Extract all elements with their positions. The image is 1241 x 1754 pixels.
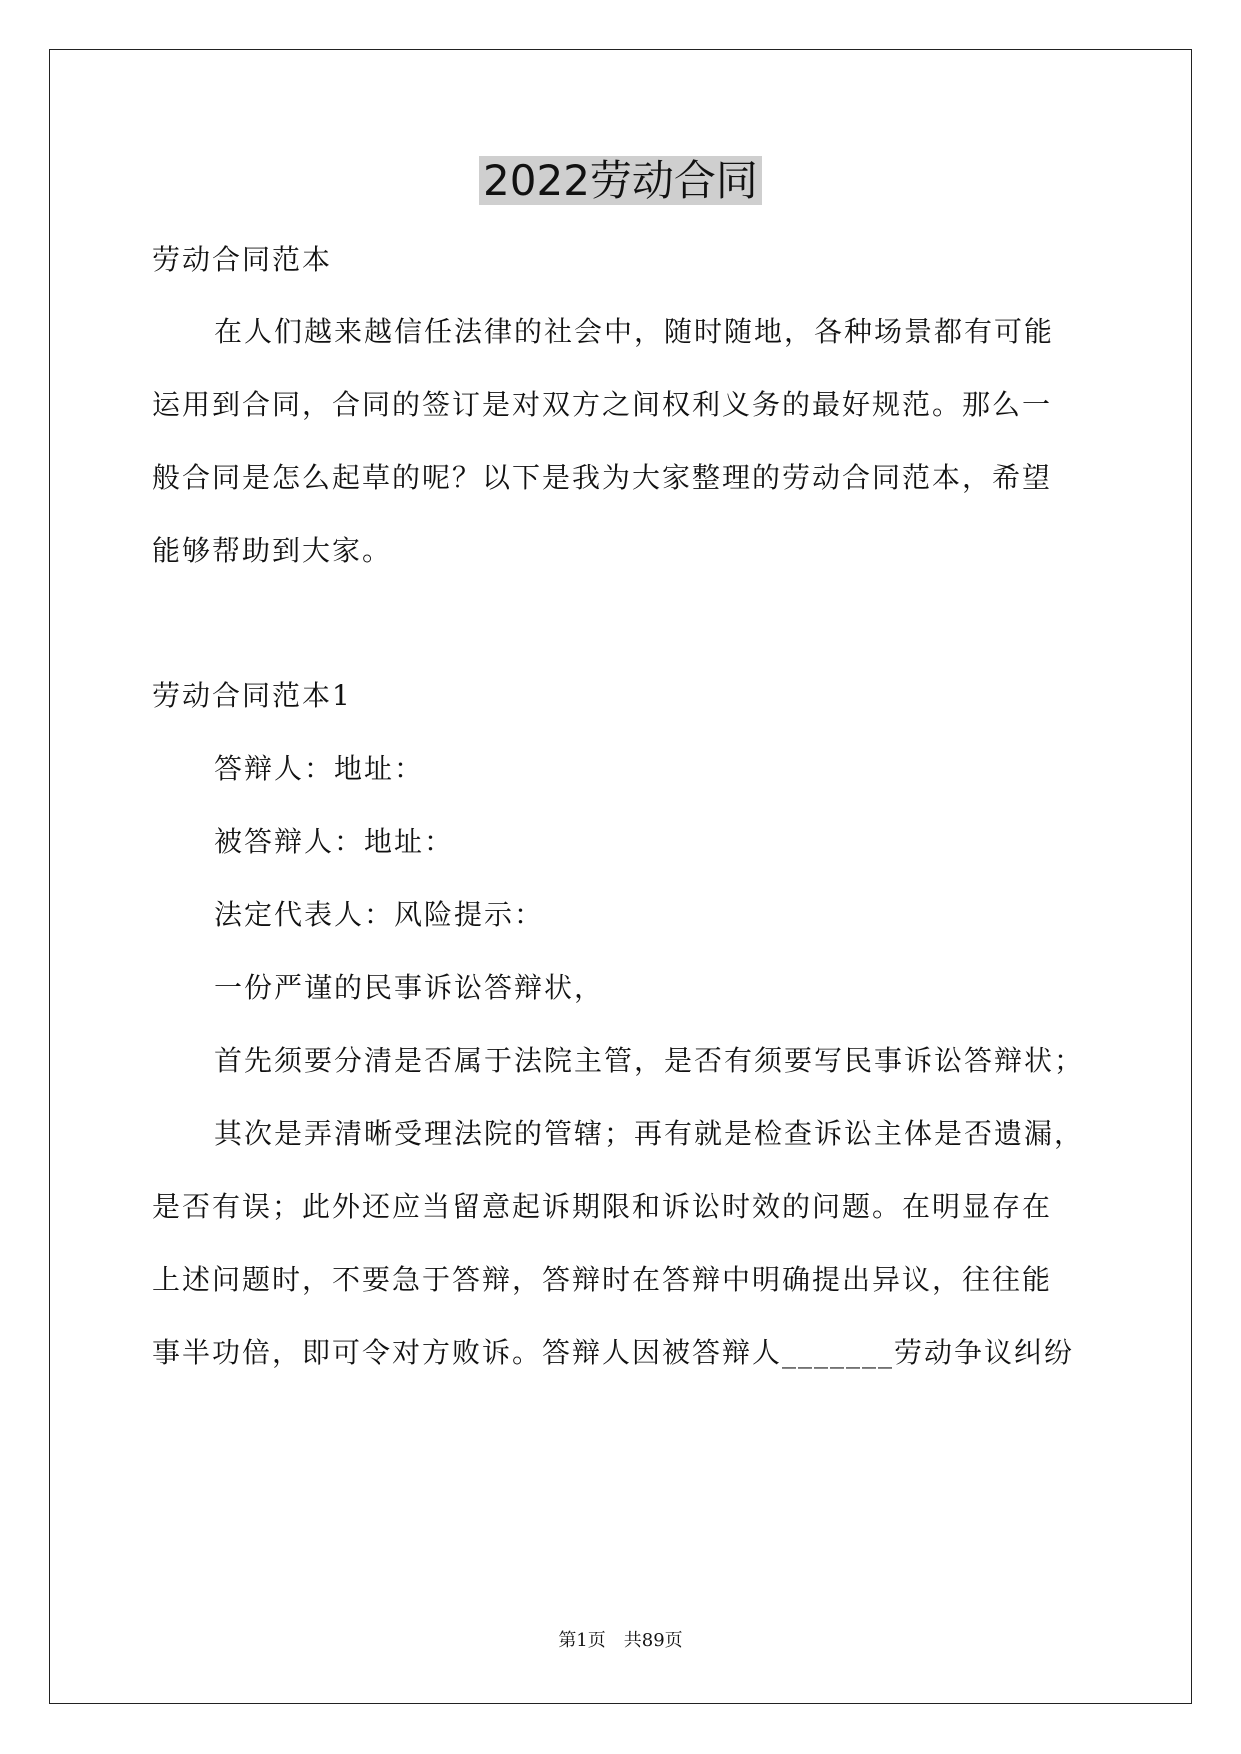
paragraph-line: 首先须要分清是否属于法院主管，是否有须要写民事诉讼答辩状；	[214, 1044, 1085, 1077]
page-number-footer: 第1页 共89页	[558, 1630, 683, 1651]
paragraph-line: 答辩人：地址：	[214, 752, 425, 785]
paragraph-line: 能够帮助到大家。	[152, 534, 393, 567]
paragraph-line: 运用到合同，合同的签订是对双方之间权利义务的最好规范。那么一	[152, 388, 1053, 421]
section-heading: 劳动合同范本1	[152, 679, 352, 712]
paragraph-line: 在人们越来越信任法律的社会中，随时随地，各种场景都有可能	[214, 315, 1055, 348]
paragraph-line: 一份严谨的民事诉讼答辩状，	[214, 971, 605, 1004]
paragraph-line: 般合同是怎么起草的呢？以下是我为大家整理的劳动合同范本，希望	[152, 461, 1053, 494]
paragraph-line: 法定代表人：风险提示：	[214, 898, 545, 931]
paragraph-line: 其次是弄清晰受理法院的管辖；再有就是检查诉讼主体是否遗漏，	[214, 1117, 1085, 1150]
document-title	[0, 150, 1241, 212]
document-title-text: 2022劳动合同	[479, 156, 762, 205]
paragraph-line: 是否有误；此外还应当留意起诉期限和诉讼时效的问题。在明显存在	[152, 1190, 1053, 1223]
section-heading: 劳动合同范本	[152, 243, 333, 276]
paragraph-line: 被答辩人：地址：	[214, 825, 455, 858]
paragraph-line: 上述问题时，不要急于答辩，答辩时在答辩中明确提出异议，往往能	[152, 1263, 1053, 1296]
paragraph-line: 事半功倍，即可令对方败诉。答辩人因被答辩人_______劳动争议纠纷	[152, 1336, 1075, 1369]
page-border	[49, 49, 1192, 1704]
